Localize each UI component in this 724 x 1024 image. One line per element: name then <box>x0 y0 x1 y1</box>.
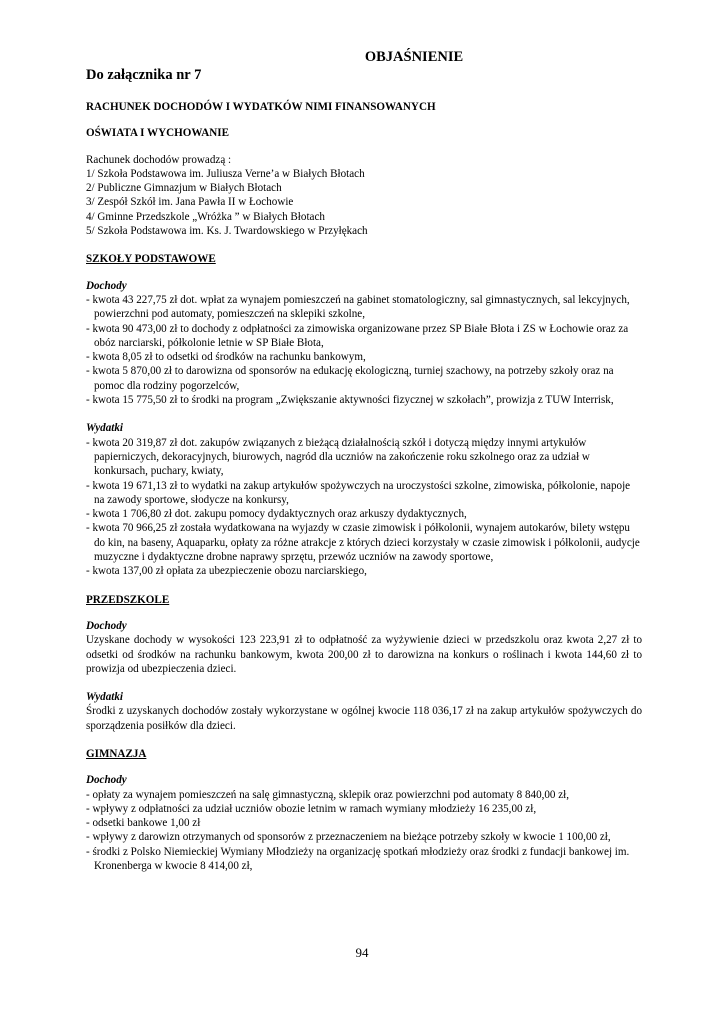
list-item: - kwota 5 870,00 zł to darowizna od sponsorów na edukację ekologiczną, turniej szachowy, na potrzeby szkoły oraz na pomoc dla rodziny pogorzelców, <box>86 365 614 392</box>
list-item: - opłaty za wynajem pomieszczeń na salę gimnastyczną, sklepik oraz powierzchni pod automaty 8 840,00 zł, <box>86 788 570 801</box>
list-item: - kwota 1 706,80 zł dot. zakupu pomocy dydaktycznych oraz arkuszy dydaktycznych, <box>86 508 467 521</box>
gimnazja-dochody-label: Dochody <box>86 774 127 787</box>
school-item: 2/ Publiczne Gimnazjum w Białych Błotach <box>86 182 282 195</box>
list-item: - kwota 15 775,50 zł to środki na program „Zwiększanie aktywności fizycznej w szkołach”, prowizja z TUW Interrisk, <box>86 394 614 407</box>
przedszkole-wydatki-text: Środki z uzyskanych dochodów zostały wykorzystane w ogólnej kwocie 118 036,17 zł na zakup artykułów spożywczych do sporządzenia posiłków dla dzieci. <box>86 705 642 732</box>
page-number: 94 <box>355 945 369 960</box>
szkoly-dochody-label: Dochody <box>86 279 127 292</box>
list-item: - środki z Polsko Niemieckiej Wymiany Młodzieży na organizację spotkań młodzieży oraz środki z fundacji bankowej im. Kronenberga w kwocie 8 414,00 zł, <box>86 845 630 873</box>
przedszkole-dochody-label: Dochody <box>86 619 127 632</box>
school-item: 3/ Zespół Szkół im. Jana Pawła II w Łochowie <box>86 196 294 209</box>
school-item: 5/ Szkoła Podstawowa im. Ks. J. Twardowskiego w Przyłękach <box>86 225 368 238</box>
document-title: OBJAŚNIENIE <box>364 49 464 65</box>
section-heading-szkoly: SZKOŁY PODSTAWOWE <box>86 253 216 266</box>
szkoly-dochody-list <box>86 293 642 407</box>
gimnazja-dochody-list <box>86 788 642 874</box>
heading-rachunek: RACHUNEK DOCHODÓW I WYDATKÓW NIMI FINANSOWANYCH <box>86 101 436 113</box>
school-item: 4/ Gminne Przedszkole „Wróżka ” w Białych Błotach <box>86 210 325 223</box>
list-item: - kwota 19 671,13 zł to wydatki na zakup artykułów spożywczych na uroczystości szkolne, zimowiska, półkolonie, napoje na zawody sportowe, słodycze na konkursy, <box>86 479 631 506</box>
list-item: - kwota 137,00 zł opłata za ubezpieczenie obozu narciarskiego, <box>86 565 367 578</box>
przedszkole-wydatki-label: Wydatki <box>86 691 123 704</box>
section-heading-gimnazja: GIMNAZJA <box>86 747 147 760</box>
list-item: - odsetki bankowe 1,00 zł <box>86 817 201 830</box>
list-item: - kwota 70 966,25 zł została wydatkowana na wyjazdy w czasie zimowisk i półkolonii, wynajem autokarów, bilety wstępu do kin, na baseny, Aquaparku, opłaty za różne atrakcje z których dzieci korzystały w czasie zimowisk i półkolonii, audycje muzyczne i dydaktyczne drobne naprawy sprzętu, przewóz uczniów na zawody sportowe, <box>86 522 640 564</box>
document-page <box>86 48 642 873</box>
list-item: - wpływy z odpłatności za udział uczniów obozie letnim w ramach wymiany młodzieży 16 235,00 zł, <box>86 802 537 815</box>
list-item: - kwota 43 227,75 zł dot. wpłat za wynajem pomieszczeń na gabinet stomatologiczny, sal gimnastycznych, sal lekcyjnych, powierzchni pod automaty, pomieszczeń na sklepiki szkolne, <box>86 293 630 321</box>
list-item: - kwota 90 473,00 zł to dochody z odpłatności za zimowiska organizowane przez SP Białe Błota i ZS w Łochowie oraz za obóz narciarski, półkolonie letnie w SP Białe Błota, <box>86 322 629 349</box>
list-item: - kwota 8,05 zł to odsetki od środków na rachunku bankowym, <box>86 351 366 364</box>
intro-text: Rachunek dochodów prowadzą : <box>86 153 232 166</box>
list-item: - kwota 20 319,87 zł dot. zakupów związanych z bieżącą działalnością szkół i dotyczą między innymi artykułów papierniczych, dekoracyjnych, biurowych, nagród dla uczniów na zakończenie roku szkolnego oraz za udział w konkursach, puchary, kwiaty, <box>86 436 590 478</box>
szkoly-wydatki-list <box>86 436 642 579</box>
szkoly-wydatki-label: Wydatki <box>86 422 123 435</box>
document-subtitle: Do załącznika nr 7 <box>86 67 202 83</box>
schools-list <box>86 167 642 238</box>
heading-oswiata: OŚWIATA I WYCHOWANIE <box>86 127 230 140</box>
section-heading-przedszkole: PRZEDSZKOLE <box>86 593 170 606</box>
przedszkole-dochody-text: Uzyskane dochody w wysokości 123 223,91 zł to odpłatność za wyżywienie dzieci w przedszkolu oraz kwota 2,27 zł to odsetki od środków na rachunku bankowym, kwota 200,00 zł to darowizna na konkurs o roślinach i kwota 144,60 zł to prowizja od ubezpieczenia dzieci. <box>86 634 642 675</box>
list-item: - wpływy z darowizn otrzymanych od sponsorów z przeznaczeniem na bieżące potrzeby szkoły w kwocie 1 100,00 zł, <box>86 831 611 844</box>
school-item: 1/ Szkoła Podstawowa im. Juliusza Verne’a w Białych Błotach <box>86 167 365 180</box>
